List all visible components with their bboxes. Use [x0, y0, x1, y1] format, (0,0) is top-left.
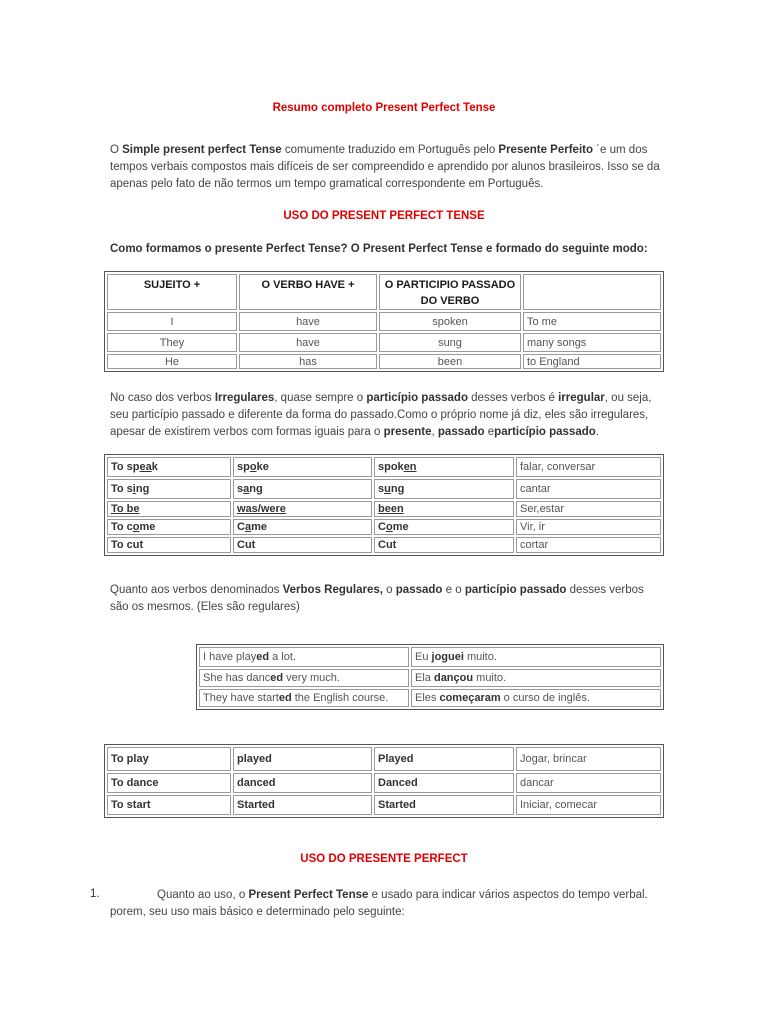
table-row [107, 457, 661, 477]
table-cell: cortar [516, 537, 661, 553]
table-cell: danced [233, 773, 372, 793]
table-cell: spoke [233, 457, 372, 477]
table-cell: played [233, 747, 372, 771]
table-cell: Jogar, brincar [516, 747, 661, 771]
table-cell: Vir, ir [516, 519, 661, 535]
table-cell: spoken [374, 457, 514, 477]
table-cell: been [374, 501, 514, 517]
table-cell: Ela dançou muito. [411, 669, 661, 687]
table-cell: To start [107, 795, 231, 815]
table-row [107, 773, 661, 793]
table-cell: To dance [107, 773, 231, 793]
table-cell: Started [374, 795, 514, 815]
table-cell: have [239, 333, 377, 352]
table-cell: I [107, 312, 237, 331]
table-cell: Started [233, 795, 372, 815]
table-cell: To me [523, 312, 661, 331]
table-cell: To speak [107, 457, 231, 477]
table-cell: They [107, 333, 237, 352]
table-cell: Cut [233, 537, 372, 553]
table-cell: Eles começaram o curso de inglês. [411, 689, 661, 707]
table-row [107, 537, 661, 553]
table-cell: Cut [374, 537, 514, 553]
table-cell: Danced [374, 773, 514, 793]
table-cell: sung [374, 479, 514, 499]
table-cell: Eu joguei muito. [411, 647, 661, 667]
table-row [107, 354, 661, 369]
table-row [107, 747, 661, 771]
table-cell: has [239, 354, 377, 369]
table-cell: been [379, 354, 521, 369]
table-cell: Played [374, 747, 514, 771]
table-cell: To cut [107, 537, 231, 553]
irregular-verbs-table [104, 454, 664, 556]
table-cell: many songs [523, 333, 661, 352]
table-row [107, 312, 661, 331]
header-cell: O VERBO HAVE + [239, 274, 377, 310]
header-cell [523, 274, 661, 310]
section-heading-uso-presente: USO DO PRESENTE PERFECT [300, 853, 468, 865]
table-row [107, 519, 661, 535]
irregular-paragraph: No caso dos verbos Irregulares, quase sempre o particípio passado desses verbos é irregular, ou seja, seu particípio passado e diferente da forma do passado.Como o próprio nome já diz, eles são irregulares, apesar de existirem verbos com formas iguais para o presente, passado eparticípio passado. [110, 392, 652, 438]
table-cell: Iniciar, comecar [516, 795, 661, 815]
table-cell: I have played a lot. [199, 647, 409, 667]
table-cell: sung [379, 333, 521, 352]
table-cell: sang [233, 479, 372, 499]
formation-table [104, 271, 664, 372]
table-cell: Come [374, 519, 514, 535]
table-cell: To be [107, 501, 231, 517]
table-cell: She has danced very much. [199, 669, 409, 687]
section-heading-uso: USO DO PRESENT PERFECT TENSE [283, 210, 485, 222]
regular-examples-table [196, 644, 664, 710]
table-cell: spoken [379, 312, 521, 331]
table-row [107, 479, 661, 499]
table-row [199, 689, 661, 707]
table-cell: To sing [107, 479, 231, 499]
list-item-text: Quanto ao uso, o Present Perfect Tense e usado para indicar vários aspectos do tempo verbal. porem, seu uso mais básico e determinado pelo seguinte: [110, 889, 648, 918]
table-row [107, 795, 661, 815]
intro-paragraph: O Simple present perfect Tense comumente traduzido em Português pelo Presente Perfeito ´e um dos tempos verbais compostos mais difíceis de ser compreendido e aprendido por alunos brasileiros. Isso se da apenas pelo fato de não termos um tempo gramatical correspondente em Português. [110, 144, 660, 190]
list-number: 1. [90, 888, 100, 900]
table-row [199, 647, 661, 667]
table-cell: To come [107, 519, 231, 535]
table-cell: dancar [516, 773, 661, 793]
table-cell: He [107, 354, 237, 369]
regular-verbs-table [104, 744, 664, 818]
table-row [107, 501, 661, 517]
table-cell: cantar [516, 479, 661, 499]
table-cell: have [239, 312, 377, 331]
table-cell: falar, conversar [516, 457, 661, 477]
table-row [107, 333, 661, 352]
regular-paragraph: Quanto aos verbos denominados Verbos Regulares, o passado e o particípio passado desses verbos são os mesmos. (Eles são regulares) [110, 584, 644, 613]
table-header-row [107, 274, 661, 310]
table-cell: To play [107, 747, 231, 771]
header-cell: O PARTICIPIO PASSADO DO VERBO [379, 274, 521, 310]
table-cell: Came [233, 519, 372, 535]
table-cell: was/were [233, 501, 372, 517]
page-title: Resumo completo Present Perfect Tense [272, 102, 496, 114]
table-cell: Ser,estar [516, 501, 661, 517]
table-cell: to England [523, 354, 661, 369]
table-cell: They have started the English course. [199, 689, 409, 707]
header-cell: SUJEITO + [107, 274, 237, 310]
question-text: Como formamos o presente Perfect Tense? O Present Perfect Tense e formado do seguinte modo: [110, 243, 648, 255]
table-row [199, 669, 661, 687]
